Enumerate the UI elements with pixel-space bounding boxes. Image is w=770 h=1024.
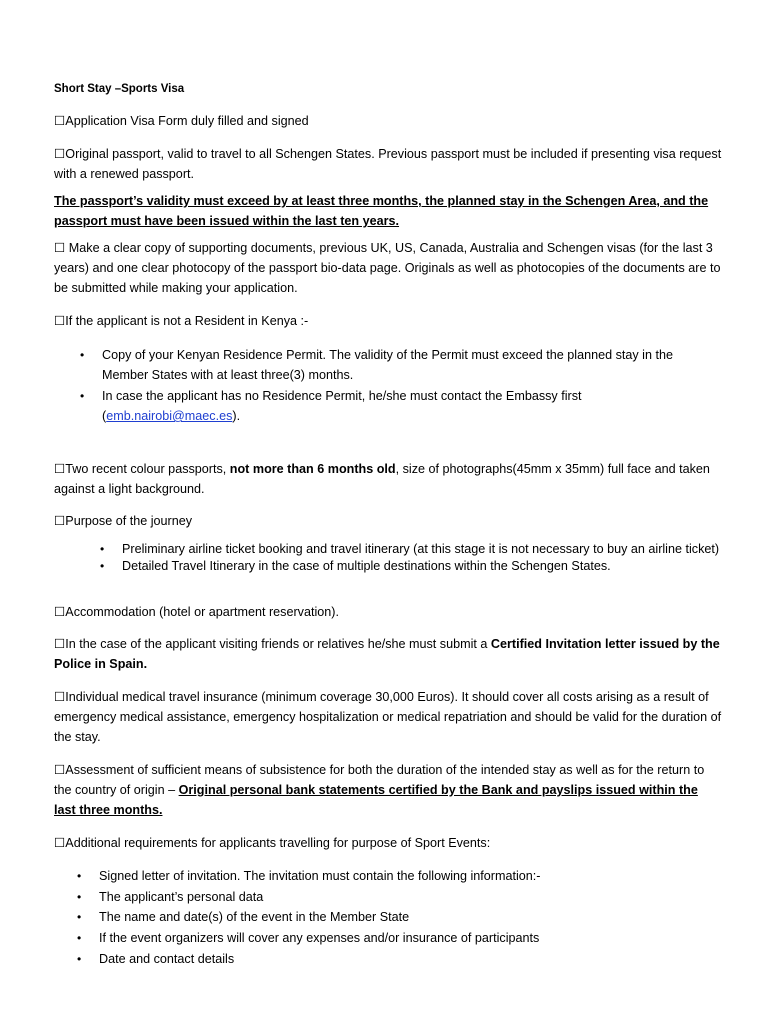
requirement-photographs	[54, 459, 722, 499]
sport-events-list	[99, 866, 699, 970]
requirement-non-resident: ☐If the applicant is not a Resident in Kenya :-	[54, 314, 309, 328]
list-item: • The applicant’s personal data	[99, 887, 699, 908]
requirement-original-passport: ☐Original passport, valid to travel to all Schengen States. Previous passport must be included if presenting visa request with a renewed passport.	[54, 147, 722, 181]
subsistence-text-bold: Original personal bank statements certified by the Bank and payslips issued within the last three months.	[54, 783, 698, 817]
list-item: • Detailed Travel Itinerary in the case of multiple destinations within the Schengen States.	[122, 559, 722, 574]
purpose-list	[122, 542, 722, 576]
document-title: Short Stay –Sports Visa	[54, 83, 185, 95]
list-item: • The name and date(s) of the event in the Member State	[99, 907, 699, 928]
paren-close: ).	[232, 409, 241, 423]
list-item: • Preliminary airline ticket booking and travel itinerary (at this stage it is not necessary to buy an airline ticket)	[122, 542, 722, 557]
list-item-text: In case the applicant has no Residence Permit, he/she must contact the Embassy first	[102, 389, 582, 403]
requirement-insurance: ☐Individual medical travel insurance (minimum coverage 30,000 Euros). It should cover all costs arising as a result of emergency medical assistance, emergency hospitalization or medical repatriation and should be valid for the duration of the stay.	[54, 690, 722, 744]
requirement-accommodation: ☐Accommodation (hotel or apartment reservation).	[54, 605, 339, 619]
non-resident-list	[102, 345, 702, 427]
list-item: • Date and contact details	[99, 949, 699, 970]
requirement-sport-events: ☐Additional requirements for applicants travelling for purpose of Sport Events:	[54, 836, 491, 850]
list-item	[102, 386, 702, 426]
paren-open: (	[102, 409, 107, 423]
passport-validity-note: The passport’s validity must exceed by at least three months, the planned stay in the Schengen Area, and the passport must have been issued within the last ten years.	[54, 194, 709, 228]
requirement-visa-form: ☐Application Visa Form duly filled and signed	[54, 114, 309, 128]
subsistence-text-pre: ☐Assessment of sufficient means of subsistence for both the duration of the intended stay as well as for the return to the country of origin –	[54, 763, 705, 797]
requirement-purpose: ☐Purpose of the journey	[54, 514, 193, 528]
requirement-subsistence	[54, 760, 722, 820]
requirement-copies: ☐ Make a clear copy of supporting documents, previous UK, US, Canada, Australia and Schengen visas (for the last 3 years) and one clear photocopy of the passport bio-data page. Originals as well as photocopies of the documents are to be submitted while making your application.	[54, 241, 721, 295]
invitation-text-pre: ☐In the case of the applicant visiting friends or relatives he/she must submit a	[54, 637, 491, 651]
invitation-text-bold: Certified Invitation letter issued by the Police in Spain.	[54, 637, 720, 671]
requirement-invitation-letter	[54, 634, 722, 674]
embassy-email-link[interactable]: emb.nairobi@maec.es	[106, 409, 233, 423]
photo-text-bold: not more than 6 months old	[229, 462, 396, 476]
photo-text-pre: ☐Two recent colour passports,	[54, 462, 230, 476]
list-item: • If the event organizers will cover any expenses and/or insurance of participants	[99, 928, 699, 949]
list-item: • Signed letter of invitation. The invitation must contain the following information:-	[99, 866, 699, 887]
list-item: • Copy of your Kenyan Residence Permit. The validity of the Permit must exceed the planned stay in the Member States with at least three(3) months.	[102, 345, 702, 385]
photo-text-post: , size of photographs(45mm x 35mm) full face and taken against a light background.	[54, 462, 710, 496]
